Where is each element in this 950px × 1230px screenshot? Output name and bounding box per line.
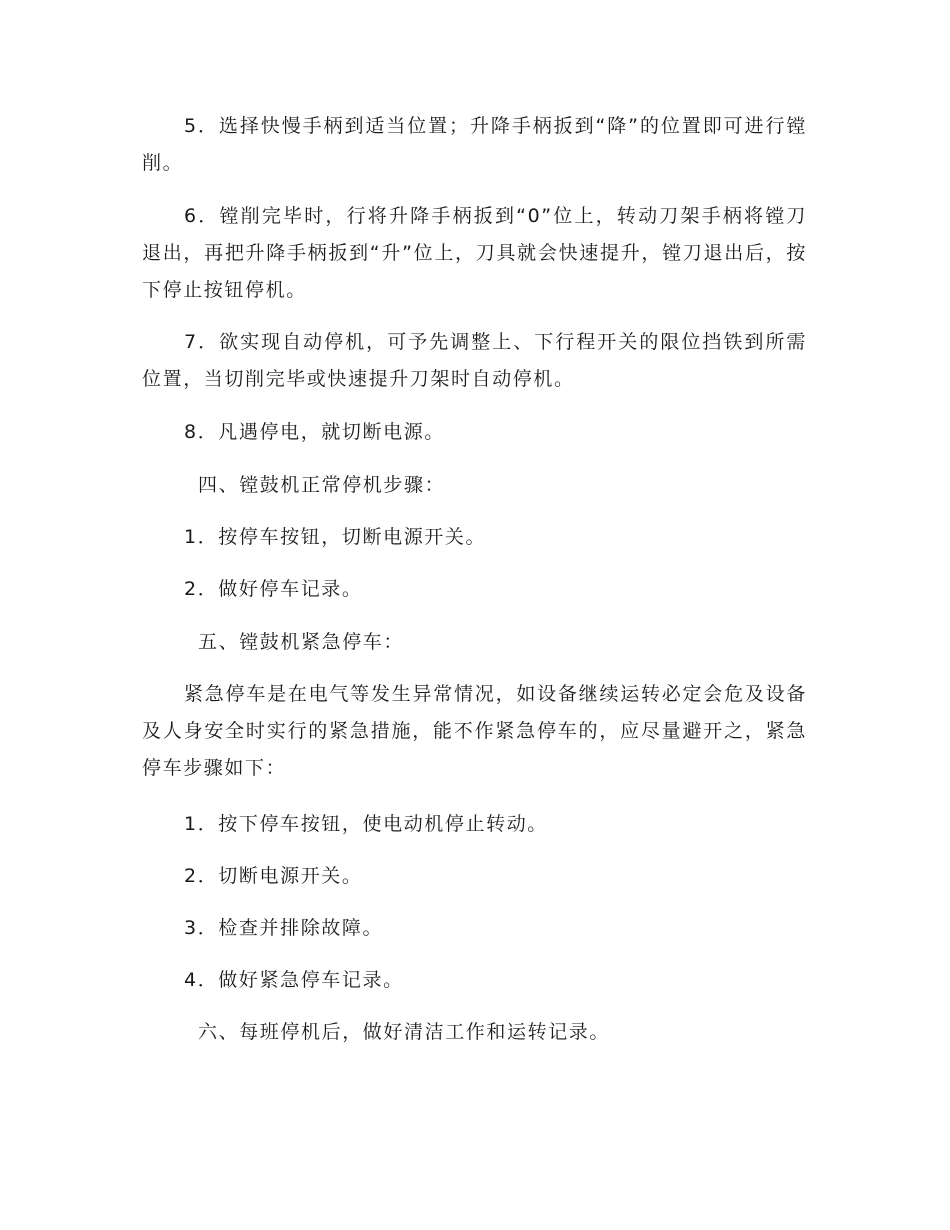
- emergency-stop-step-4: 4．做好紧急停车记录。: [184, 969, 404, 991]
- normal-stop-step-2: 2．做好停车记录。: [184, 578, 363, 600]
- emergency-stop-step-1: 1．按下停车按钮，使电动机停止转动。: [184, 813, 548, 835]
- section-heading-normal-stop: 四、镗鼓机正常停机步骤：: [198, 474, 446, 496]
- paragraph-step-8: 8．凡遇停电，就切断电源。: [184, 421, 445, 443]
- emergency-stop-description: 紧急停车是在电气等发生异常情况，如设备继续运转必定会危及设备及人身安全时实行的紧急措施，能不作紧急停车的，应尽量避开之，紧急停车步骤如下：: [142, 683, 807, 779]
- section-heading-shift-end: 六、每班停机后，做好清洁工作和运转记录。: [198, 1021, 611, 1043]
- paragraph-step-6: 6．镗削完毕时，行将升降手柄扳到“0”位上，转动刀架手柄将镗刀退出，再把升降手柄扳到“升”位上，刀具就会快速提升，镗刀退出后，按下停止按钮停机。: [142, 205, 807, 301]
- emergency-stop-step-3: 3．检查并排除故障。: [184, 917, 384, 939]
- paragraph-step-7: 7．欲实现自动停机，可予先调整上、下行程开关的限位挡铁到所需位置，当切削完毕或快速提升刀架时自动停机。: [142, 331, 807, 390]
- paragraph-step-5: 5．选择快慢手柄到适当位置；升降手柄扳到“降”的位置即可进行镗削。: [142, 115, 807, 174]
- emergency-stop-step-2: 2．切断电源开关。: [184, 865, 363, 887]
- normal-stop-step-1: 1．按停车按钮，切断电源开关。: [184, 526, 487, 548]
- section-heading-emergency-stop: 五、镗鼓机紧急停车：: [198, 631, 405, 653]
